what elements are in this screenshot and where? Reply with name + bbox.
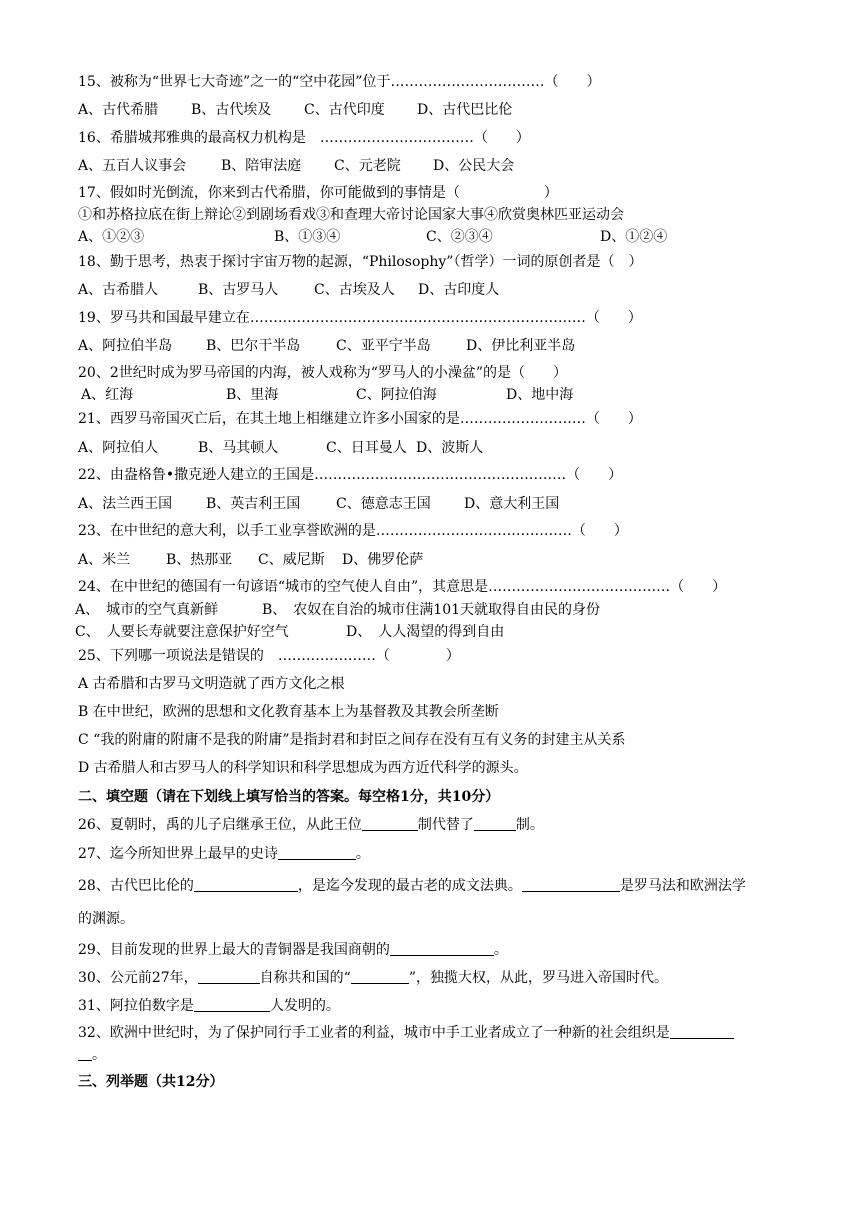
q27-text-2: 。 — [355, 846, 370, 862]
option-a: A、①②③ — [78, 229, 145, 245]
blank-line[interactable] — [198, 969, 260, 984]
option-c: C、亚平宁半岛 — [336, 338, 431, 354]
question-17-items: ①和苏格拉底在街上辩论②到剧场看戏③和查理大帝讨论国家大事④欣赏奥林匹亚运动会 — [78, 207, 624, 223]
option-d: D、 人人渴望的得到自由 — [346, 624, 505, 640]
q30-text-1: 30、公元前27年， — [78, 970, 198, 986]
question-27 — [78, 845, 370, 863]
question-24-stem: 24、在中世纪的德国有一句谚语“城市的空气使人自由”，其意思是…………………………………（ ） — [78, 579, 727, 595]
question-28-continued: 的渊源。 — [78, 911, 134, 927]
section-3-heading: 三、列举题（共12分） — [78, 1074, 224, 1090]
section-2-heading: 二、填空题（请在下划线上填写恰当的答案。每空格1分，共10分） — [78, 789, 500, 805]
option-d: D、意大利王国 — [464, 496, 560, 512]
option-a: A、红海 — [81, 387, 134, 403]
question-23-stem: 23、在中世纪的意大利，以手工业享誉欧洲的是……………………………………（ ） — [78, 523, 628, 539]
q27-text-1: 27、迄今所知世界上最早的史诗 — [78, 846, 278, 862]
blank-line[interactable] — [474, 816, 516, 831]
option-b: B、热那亚 — [166, 552, 233, 568]
option-d: D、公民大会 — [433, 158, 515, 174]
option-b: B、英吉利王国 — [206, 496, 301, 512]
option-c: C、阿拉伯海 — [356, 387, 437, 403]
question-28 — [78, 877, 746, 895]
question-17-stem: 17、假如时光倒流，你来到古代希腊，你可能做到的事情是（ ） — [78, 185, 558, 201]
option-a: A、五百人议事会 — [78, 158, 187, 174]
question-32-continued — [78, 1046, 106, 1064]
option-a: A、米兰 — [78, 552, 131, 568]
question-22-stem: 22、由盎格鲁•撒克逊人建立的王国是………………………………………………（ ） — [78, 467, 623, 483]
question-18-stem: 18、勤于思考，热衷于探讨宇宙万物的起源，“Philosophy”（哲学）一词的原创者是（ ） — [78, 254, 643, 270]
question-25-option-d: D 古希腊人和古罗马人的科学知识和科学思想成为西方近代科学的源头。 — [78, 760, 528, 776]
question-26 — [78, 816, 544, 834]
blank-line[interactable] — [351, 969, 409, 984]
option-a: A、阿拉伯人 — [78, 440, 159, 456]
q30-text-2: 自称共和国的“ — [259, 970, 351, 986]
option-a: A、古希腊人 — [78, 282, 159, 298]
q26-text-2: 制代替了 — [417, 817, 474, 833]
question-15-stem: 15、被称为“世界七大奇迹”之一的“空中花园”位于……………………………（ ） — [78, 74, 601, 90]
question-29 — [78, 941, 508, 959]
option-d: D、地中海 — [506, 387, 574, 403]
blank-line[interactable] — [194, 997, 270, 1012]
q26-text-3: 制。 — [515, 817, 544, 833]
option-b: B、古代埃及 — [191, 102, 272, 118]
question-25-option-c: C “我的附庸的附庸不是我的附庸”是指封君和封臣之间存在没有互有义务的封建主从关系 — [78, 732, 626, 748]
question-32 — [78, 1024, 734, 1042]
blank-line[interactable] — [194, 877, 298, 892]
question-25-option-a: A 古希腊和古罗马文明造就了西方文化之根 — [78, 676, 345, 692]
question-25-stem: 25、下列哪一项说法是错误的 …………………（ ） — [78, 648, 460, 664]
option-b: B、①③④ — [274, 229, 341, 245]
option-b: B、 农奴在自治的城市住满101天就取得自由民的身份 — [262, 602, 601, 618]
question-19-stem: 19、罗马共和国最早建立在………………………………………………………………（ ） — [78, 310, 642, 326]
option-d: D、古代巴比伦 — [417, 102, 513, 118]
option-a: A、古代希腊 — [78, 102, 159, 118]
q31-text-1: 31、阿拉伯数字是 — [78, 998, 194, 1014]
q28-text-2: ，是迄今发现的最古老的成文法典。 — [297, 878, 522, 894]
blank-line[interactable] — [522, 877, 620, 892]
option-b: B、陪审法庭 — [221, 158, 302, 174]
q32-text-2: 。 — [92, 1047, 106, 1063]
option-c: C、古埃及人 — [314, 282, 395, 298]
q29-text-2: 。 — [493, 942, 508, 958]
option-a: A、法兰西王国 — [78, 496, 173, 512]
option-d: D、波斯人 — [416, 440, 484, 456]
option-c: C、德意志王国 — [336, 496, 431, 512]
option-d: D、①②④ — [600, 229, 668, 245]
option-b: B、里海 — [226, 387, 279, 403]
blank-line[interactable] — [390, 941, 494, 956]
blank-line[interactable] — [362, 816, 418, 831]
option-c: C、元老院 — [334, 158, 401, 174]
option-a: A、阿拉伯半岛 — [78, 338, 173, 354]
option-b: B、古罗马人 — [198, 282, 279, 298]
q28-text-3: 是罗马法和欧洲法学 — [619, 878, 746, 894]
option-b: B、巴尔干半岛 — [206, 338, 301, 354]
option-c: C、 人要长寿就要注意保护好空气 — [75, 624, 289, 640]
blank-line[interactable] — [278, 845, 356, 860]
q28-text-1: 28、古代巴比伦的 — [78, 878, 194, 894]
option-d: D、伊比利亚半岛 — [466, 338, 576, 354]
question-21-stem: 21、西罗马帝国灭亡后，在其土地上相继建立许多小国家的是………………………（ ） — [78, 411, 642, 427]
blank-line[interactable] — [670, 1024, 734, 1039]
option-d: D、古印度人 — [418, 282, 500, 298]
question-25-option-b: B 在中世纪，欧洲的思想和文化教育基本上为基督教及其教会所垄断 — [78, 704, 499, 720]
option-c: C、日耳曼人 — [326, 440, 407, 456]
question-30 — [78, 969, 668, 987]
option-c: C、古代印度 — [304, 102, 385, 118]
option-c: C、威尼斯 — [258, 552, 325, 568]
q31-text-2: 人发明的。 — [269, 998, 340, 1014]
q32-text-1: 32、欧洲中世纪时，为了保护同行手工业者的利益，城市中手工业者成立了一种新的社会组织是 — [78, 1025, 670, 1041]
option-b: B、马其顿人 — [198, 440, 279, 456]
option-d: D、佛罗伦萨 — [342, 552, 424, 568]
option-a: A、 城市的空气真新鲜 — [75, 602, 219, 618]
question-31 — [78, 997, 340, 1015]
q30-text-3: ”，独揽大权，从此，罗马进入帝国时代。 — [408, 970, 668, 986]
q29-text-1: 29、目前发现的世界上最大的青铜器是我国商朝的 — [78, 942, 390, 958]
question-16-stem: 16、希腊城邦雅典的最高权力机构是 ……………………………（ ） — [78, 130, 530, 146]
question-20-stem: 20、2世纪时成为罗马帝国的内海，被人戏称为“罗马人的小澡盆”的是（ ） — [78, 365, 568, 381]
blank-line[interactable] — [78, 1046, 92, 1061]
option-c: C、②③④ — [426, 229, 493, 245]
q26-text-1: 26、夏朝时，禹的儿子启继承王位，从此王位 — [78, 817, 362, 833]
